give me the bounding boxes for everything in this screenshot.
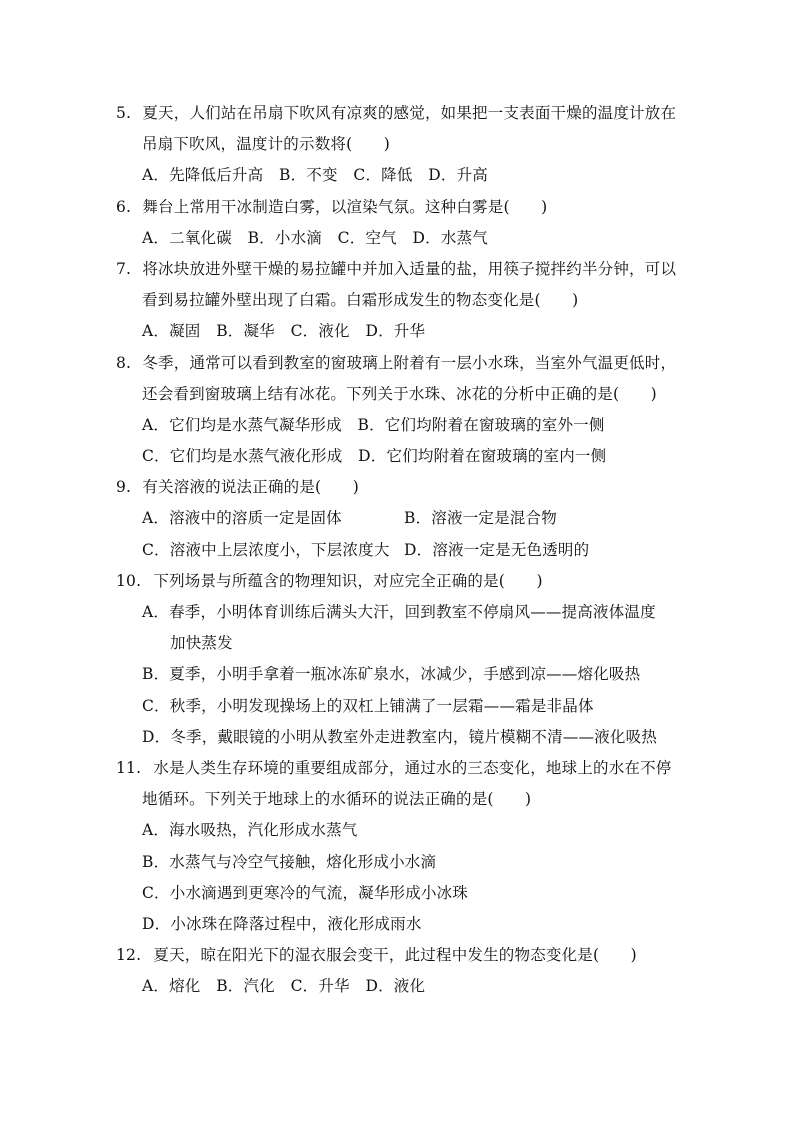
question-number: 12. <box>116 946 142 965</box>
options-line: A．熔化 B．汽化 C．升华 D．液化 <box>142 977 426 996</box>
option-line-cd: C．它们均是水蒸气液化形成 D．它们均附着在窗玻璃的室内一侧 <box>142 447 607 466</box>
question-6 <box>114 192 674 254</box>
question-number: 6. <box>116 197 132 216</box>
question-number: 7. <box>116 259 132 278</box>
question-9 <box>114 472 674 566</box>
options-line: A．先降低后升高 B．不变 C．降低 D．升高 <box>142 166 488 185</box>
option-c: C．秋季，小明发现操场上的双杠上铺满了一层霜——霜是非晶体 <box>142 696 594 715</box>
question-11 <box>114 753 674 940</box>
question-12 <box>114 940 674 1002</box>
option-d: D．溶液一定是无色透明的 <box>404 540 590 559</box>
question-stem-line <box>114 192 674 223</box>
question-stem-line <box>114 566 674 597</box>
option-a: A．海水吸热，汽化形成水蒸气 <box>142 821 358 840</box>
question-text: 夏天，人们站在吊扇下吹风有凉爽的感觉，如果把一支表面干燥的温度计放在 <box>142 104 677 122</box>
option-c: C．溶液中上层浓度小，下层浓度大 <box>142 540 390 559</box>
question-8 <box>114 348 677 473</box>
question-stem-line <box>114 472 674 503</box>
question-text-continued: 看到易拉罐外壁出现了白霜。白霜形成发生的物态变化是( ) <box>142 291 579 310</box>
option-a-continued: 加快蒸发 <box>170 634 233 653</box>
question-text-continued: 吊扇下吹风，温度计的示数将( ) <box>142 135 390 154</box>
question-stem-line <box>114 254 677 285</box>
question-text: 舞台上常用干冰制造白雾，以渲染气氛。这种白雾是( ) <box>142 197 548 216</box>
question-number: 9. <box>116 478 132 497</box>
question-text: 将冰块放进外壁干燥的易拉罐中并加入适量的盐，用筷子搅拌约半分钟，可以 <box>142 259 677 278</box>
option-a: A．溶液中的溶质一定是固体 <box>142 509 342 528</box>
question-number: 8. <box>116 353 132 372</box>
question-stem-line <box>114 940 674 971</box>
option-c: C．小水滴遇到更寒冷的气流，凝华形成小冰珠 <box>142 883 469 902</box>
option-b: B．溶液一定是混合物 <box>404 509 557 528</box>
question-7 <box>114 254 677 348</box>
option-row-cd <box>114 535 674 566</box>
question-text: 水是人类生存环境的重要组成部分，通过水的三态变化，地球上的水在不停 <box>153 758 672 777</box>
option-row-ab <box>114 503 674 534</box>
question-text: 夏天，晾在阳光下的湿衣服会变干，此过程中发生的物态变化是( ) <box>153 946 637 965</box>
options-line: A．二氧化碳 B．小水滴 C．空气 D．水蒸气 <box>142 228 488 247</box>
option-line-ab: A．它们均是水蒸气凝华形成 B．它们均附着在窗玻璃的室外一侧 <box>142 415 605 434</box>
question-text: 下列场景与所蕴含的物理知识，对应完全正确的是( ) <box>153 571 543 590</box>
question-10 <box>114 566 674 753</box>
question-stem-line <box>114 348 677 379</box>
option-d: D．小冰珠在降落过程中，液化形成雨水 <box>142 914 422 933</box>
question-text-continued: 还会看到窗玻璃上结有冰花。下列关于水珠、冰花的分析中正确的是( ) <box>142 384 657 403</box>
question-text: 有关溶液的说法正确的是( ) <box>142 478 359 497</box>
question-text: 冬季，通常可以看到教室的窗玻璃上附着有一层小水珠，当室外气温更低时， <box>142 353 677 372</box>
question-stem-line <box>114 98 677 129</box>
options-line: A．凝固 B．凝华 C．液化 D．升华 <box>142 322 426 341</box>
option-b: B．夏季，小明手拿着一瓶冰冻矿泉水，冰减少，手感到凉——熔化吸热 <box>142 665 641 684</box>
question-number: 11. <box>116 758 142 777</box>
option-a: A．春季，小明体育训练后满头大汗，回到教室不停扇风——提高液体温度 <box>142 603 656 621</box>
option-d: D．冬季，戴眼镜的小明从教室外走进教室内，镜片模糊不清——液化吸热 <box>142 727 658 746</box>
question-list <box>114 98 677 1002</box>
question-number: 10. <box>116 571 142 590</box>
question-number: 5. <box>116 104 132 122</box>
option-b: B．水蒸气与冷空气接触，熔化形成小水滴 <box>142 852 437 871</box>
question-5 <box>114 98 677 192</box>
question-stem-line <box>114 753 674 784</box>
question-text-continued: 地循环。下列关于地球上的水循环的说法正确的是( ) <box>142 790 532 809</box>
